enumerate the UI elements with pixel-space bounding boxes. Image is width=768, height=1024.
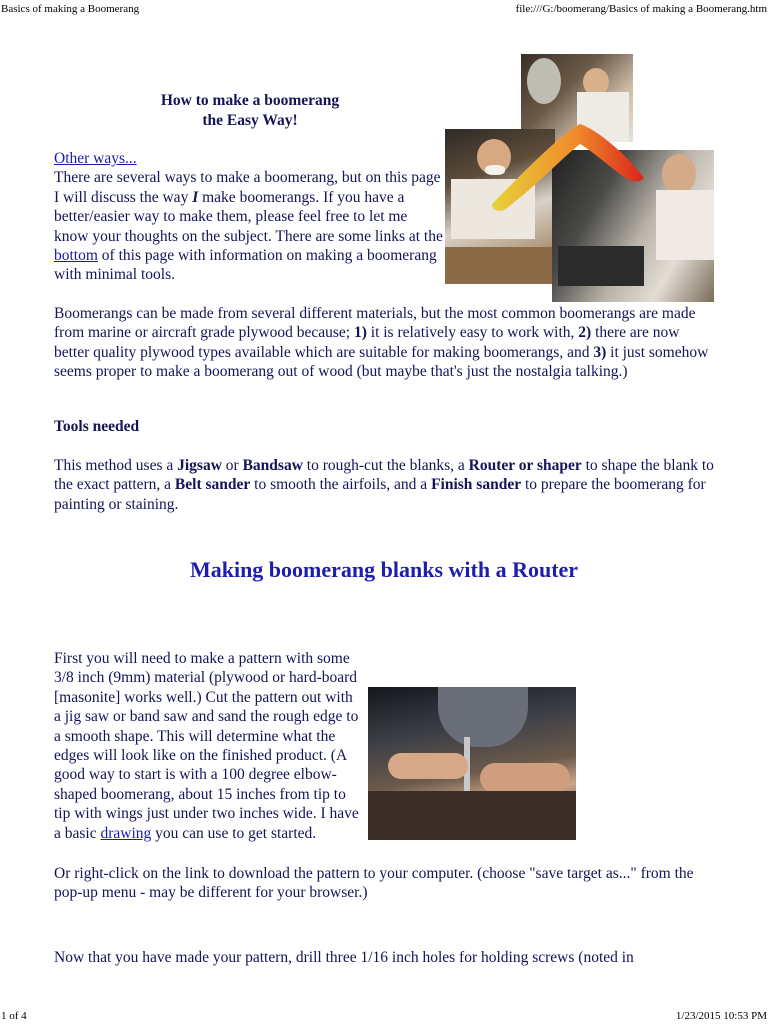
- page-title: [120, 91, 380, 130]
- materials-paragraph: [54, 304, 714, 382]
- section-heading: Making boomerang blanks with a Router: [189, 557, 579, 582]
- method-text-2: or: [221, 457, 243, 474]
- method-text-6: to prepare the boomerang for painting or staining.: [54, 476, 706, 513]
- materials-number-1: 1): [353, 324, 367, 342]
- tool-jigsaw: Jigsaw: [177, 457, 222, 474]
- intro-text-2: make boomerangs. If you have a better/easier way to make them, please feel free to let me know your thoughts on the subject. There are some links at the: [54, 188, 443, 245]
- right-click-paragraph: Or right-click on the link to download the pattern to your computer. (choose "save target as..." from the pop-up menu - may be different for your browser.): [54, 865, 694, 902]
- intro-text-3: of this page with information on making a boomerang with minimal tools.: [54, 247, 437, 284]
- method-paragraph: [54, 456, 714, 514]
- bottom-link[interactable]: bottom: [54, 247, 98, 265]
- method-text-3: to rough-cut the blanks, a: [302, 457, 469, 474]
- tool-bandsaw: Bandsaw: [242, 457, 303, 474]
- method-text-5: to smooth the airfoils, and a: [250, 476, 432, 494]
- header-page-title: Basics of making a Boomerang: [1, 3, 140, 15]
- drawing-link[interactable]: drawing: [100, 824, 152, 842]
- method-text-4: to shape the blank to the exact pattern, a: [54, 457, 714, 494]
- footer-page-number: 1 of 4: [1, 1010, 27, 1022]
- tool-finish-sander: Finish sander: [431, 476, 522, 494]
- materials-text-3: there are now better quality plywood types available which are suitable for making boomerangs, and: [54, 324, 680, 361]
- materials-text-1: Boomerangs can be made from several different materials, but the most common boomerangs are made from marine or aircraft grade plywood because;: [54, 305, 696, 342]
- intro-text-1: There are several ways to make a boomerang, but on this page I will discuss the way: [54, 169, 441, 206]
- pattern-text-2: you can use to get started.: [151, 824, 317, 842]
- page-title-line-1: How to make a boomerang: [160, 92, 340, 109]
- header-file-url: file:///G:/boomerang/Basics of making a Boomerang.htm: [515, 3, 767, 15]
- other-ways-link[interactable]: Other ways...: [54, 150, 137, 167]
- materials-text-2: it is relatively easy to work with,: [366, 324, 579, 342]
- materials-number-2: 2): [578, 324, 592, 342]
- intro-paragraph: [54, 149, 444, 285]
- intro-emphasis: I: [192, 188, 199, 206]
- tool-belt-sander: Belt sander: [174, 476, 251, 494]
- materials-number-3: 3): [593, 343, 607, 361]
- tools-needed-heading: Tools needed: [54, 418, 140, 435]
- pattern-paragraph: [54, 649, 359, 843]
- footer-timestamp: 1/23/2015 10:53 PM: [675, 1010, 767, 1022]
- drill-paragraph: Now that you have made your pattern, drill three 1/16 inch holes for holding screws (noted in: [54, 949, 634, 966]
- bandsaw-photo: [368, 687, 576, 840]
- boomerang-graphic: [488, 118, 648, 212]
- tool-router: Router or shaper: [468, 457, 582, 474]
- materials-text-4: it just somehow seems proper to make a boomerang out of wood (but maybe that's just the nostalgia talking.): [54, 343, 709, 381]
- page-title-line-2: the Easy Way!: [202, 111, 298, 129]
- pattern-text-1: First you will need to make a pattern with some 3/8 inch (9mm) material (plywood or hard-board [masonite] works well.) Cut the pattern out with a jig saw or band saw and sand the rough edge to a smooth shape. This will determine what the edges will look like on the finished product. (A good way to start is with a 100 degree elbow-shaped boomerang, about 15 inches from tip to tip with wings just under two inches wide. I have a basic: [54, 650, 359, 842]
- method-text-1: This method uses a: [54, 457, 178, 474]
